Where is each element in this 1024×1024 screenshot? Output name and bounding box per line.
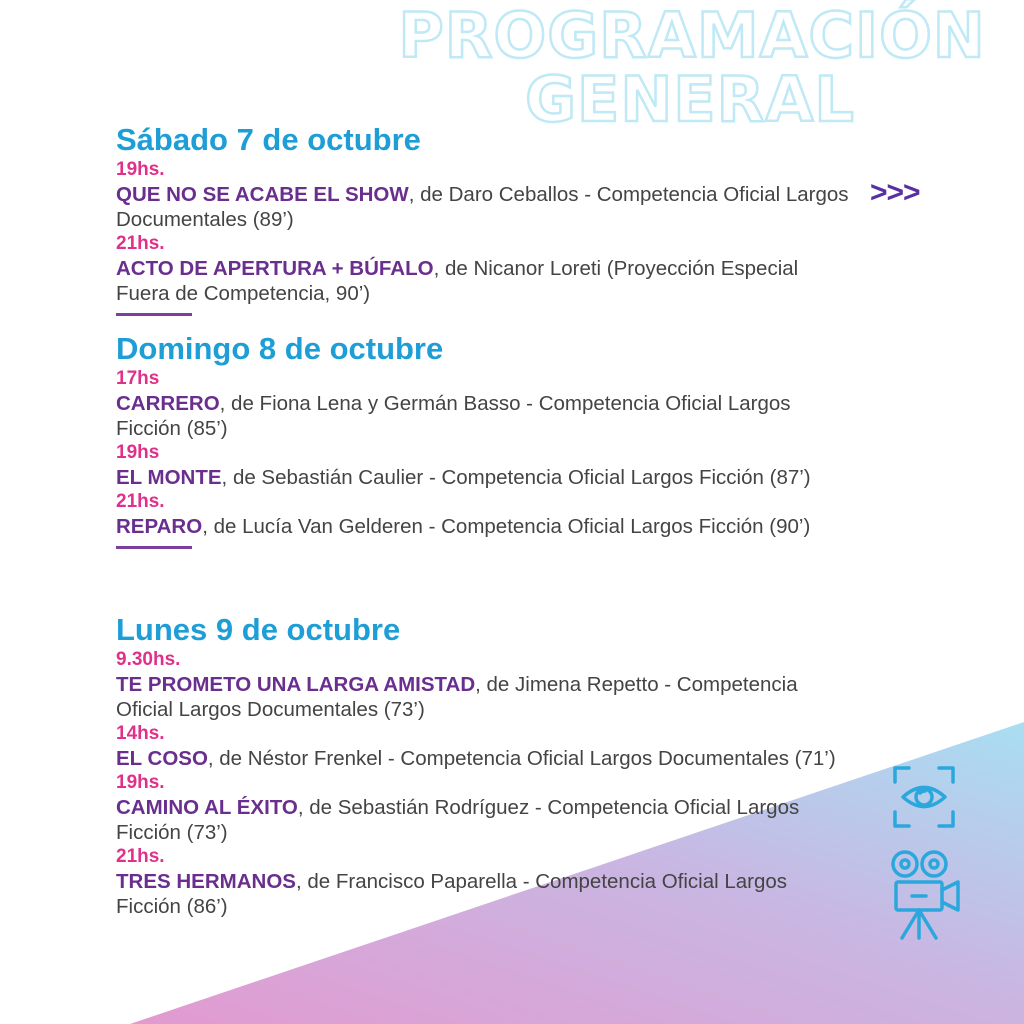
day-section-sunday — [116, 331, 856, 549]
screening-time: 21hs. — [116, 233, 165, 254]
day-section-saturday — [116, 122, 856, 316]
film-details: , de Lucía Van Gelderen - Competencia Oficial Largos Ficción (90’) — [202, 515, 811, 538]
section-divider — [116, 313, 192, 316]
screening-film — [116, 746, 856, 771]
film-title: CARRERO — [116, 392, 220, 415]
screening-time: 19hs. — [116, 772, 165, 793]
next-arrows-icon[interactable]: >>> — [870, 176, 920, 209]
screening-item — [116, 367, 856, 441]
screening-film — [116, 869, 856, 919]
film-details: , de Fiona Lena y Germán Basso - Competencia Oficial Largos Ficción (85’) — [116, 392, 791, 440]
screening-item — [116, 648, 856, 722]
screening-film — [116, 391, 856, 441]
screening-item — [116, 158, 856, 232]
screening-film — [116, 182, 856, 232]
screening-film — [116, 256, 856, 306]
film-camera-icon — [888, 848, 962, 940]
film-title: ACTO DE APERTURA + BÚFALO — [116, 257, 434, 280]
screening-time: 19hs — [116, 442, 160, 463]
day-heading: Lunes 9 de octubre — [116, 612, 401, 647]
film-details: , de Jimena Repetto - Competencia Oficial Largos Documentales (73’) — [116, 673, 798, 721]
film-title: TRES HERMANOS — [116, 870, 296, 893]
film-title: REPARO — [116, 515, 203, 538]
film-title: QUE NO SE ACABE EL SHOW — [116, 183, 409, 206]
screening-time: 21hs. — [116, 491, 165, 512]
film-details: , de Sebastián Rodríguez - Competencia Oficial Largos Ficción (73’) — [116, 796, 800, 844]
page-title-line-2: GENERAL — [525, 63, 855, 136]
screening-item — [116, 441, 856, 490]
screening-film — [116, 795, 856, 845]
screening-time: 19hs. — [116, 159, 165, 180]
day-heading: Domingo 8 de octubre — [116, 331, 444, 366]
screening-item — [116, 845, 856, 919]
page-title-line-1: PROGRAMACIÓN — [398, 0, 986, 72]
screening-time: 21hs. — [116, 846, 165, 867]
eye-icon — [893, 766, 955, 828]
screening-item — [116, 490, 856, 539]
film-details: , de Nicanor Loreti (Proyección Especial Fuera de Competencia, 90’) — [116, 257, 799, 305]
screening-item — [116, 232, 856, 306]
film-title: CAMINO AL ÉXITO — [116, 796, 298, 819]
screening-item — [116, 722, 856, 771]
day-section-monday — [116, 612, 856, 919]
screening-film — [116, 465, 856, 490]
film-details: , de Sebastián Caulier - Competencia Oficial Largos Ficción (87’) — [221, 466, 811, 489]
day-heading: Sábado 7 de octubre — [116, 122, 421, 157]
screening-film — [116, 672, 856, 722]
screening-time: 9.30hs. — [116, 649, 181, 670]
film-details: , de Francisco Paparella - Competencia Oficial Largos Ficción (86’) — [116, 870, 788, 918]
film-title: EL COSO — [116, 747, 208, 770]
film-details: , de Néstor Frenkel - Competencia Oficial Largos Documentales (71’) — [207, 747, 836, 770]
screening-time: 14hs. — [116, 723, 165, 744]
film-title: EL MONTE — [116, 466, 222, 489]
screening-time: 17hs — [116, 368, 160, 389]
film-title: TE PROMETO UNA LARGA AMISTAD — [116, 673, 476, 696]
screening-item — [116, 771, 856, 845]
film-details: , de Daro Ceballos - Competencia Oficial Largos Documentales (89’) — [116, 183, 849, 231]
screening-film — [116, 514, 856, 539]
section-divider — [116, 546, 192, 549]
